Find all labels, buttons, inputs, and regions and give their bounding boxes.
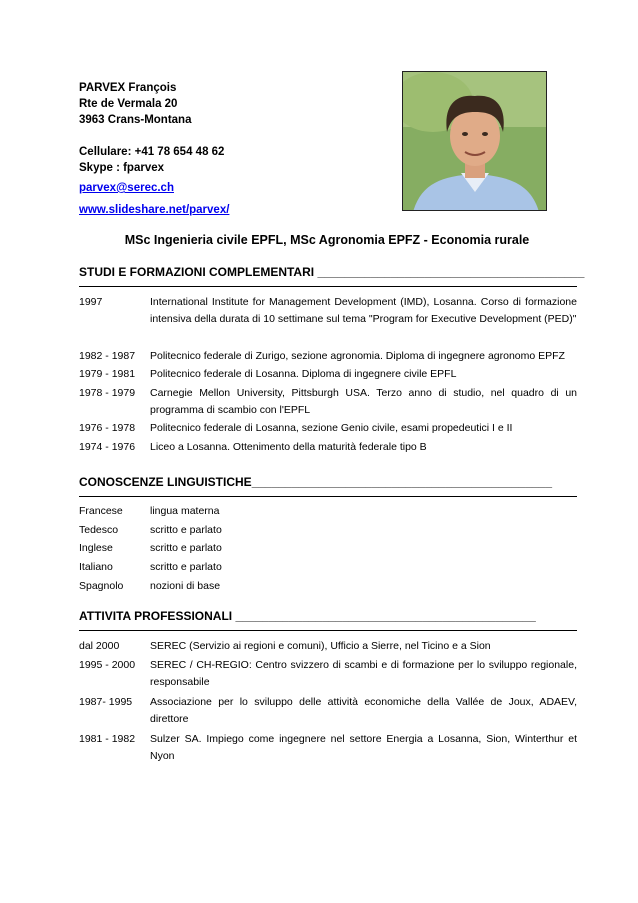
row-years: 1974 - 1976: [79, 441, 136, 453]
address-line-1: Rte de Vermala 20: [79, 98, 178, 110]
section-heading-studi-text: STUDI E FORMAZIONI COMPLEMENTARI: [79, 265, 318, 279]
row-years: dal 2000: [79, 640, 120, 652]
row-text: Politecnico federale di Losanna, sezione Genio civile, esami propedeutici I e II: [150, 422, 513, 434]
row-text: SEREC (Servizio ai regioni e comuni), Ufficio a Sierre, nel Ticino e a Sion: [150, 640, 491, 652]
website-link[interactable]: www.slideshare.net/parvex/: [79, 204, 230, 216]
phone: Cellulare: +41 78 654 48 62: [79, 146, 225, 158]
divider: [79, 286, 577, 287]
row-years: 1981 - 1982: [79, 733, 136, 745]
row-language: Spagnolo: [79, 580, 124, 592]
section-heading-attivita: ATTIVITA PROFESSIONALI _____________________________________________: [79, 609, 536, 623]
divider: [79, 496, 577, 497]
address-line-2: 3963 Crans-Montana: [79, 114, 192, 126]
row-years: 1982 - 1987: [79, 350, 136, 362]
section-heading-attivita-text: ATTIVITA PROFESSIONALI: [79, 609, 236, 623]
row-language: Italiano: [79, 561, 113, 573]
row-language: Inglese: [79, 542, 113, 554]
row-text: Sulzer SA. Impiego come ingegnere nel settore Energia a Losanna, Sion, Winterthur et Nyon: [150, 733, 577, 762]
row-language: Francese: [79, 505, 123, 517]
row-years: 1995 - 2000: [79, 659, 136, 671]
portrait-photo: [402, 71, 547, 211]
skype: Skype : fparvex: [79, 162, 165, 174]
row-text: Carnegie Mellon University, Pittsburgh USA. Terzo anno di studio, nel quadro di un programma di scambio con l'EPFL: [150, 387, 577, 416]
email-link[interactable]: parvex@serec.ch: [79, 182, 174, 194]
row-years: 1978 - 1979: [79, 387, 136, 399]
row-text: SEREC / CH-REGIO: Centro svizzero di scambi e di formazione per lo sviluppo regionale, responsabile: [150, 659, 577, 688]
row-text: Politecnico federale di Losanna. Diploma di ingegnere civile EPFL: [150, 368, 457, 380]
row-level: scritto e parlato: [150, 524, 222, 536]
row-years: 1997: [79, 296, 103, 308]
row-level: scritto e parlato: [150, 561, 222, 573]
row-language: Tedesco: [79, 524, 119, 536]
section-heading-lingue-text: CONOSCENZE LINGUISTICHE: [79, 475, 252, 489]
row-text: Liceo a Losanna. Ottenimento della maturità federale tipo B: [150, 441, 427, 453]
row-level: scritto e parlato: [150, 542, 222, 554]
row-level: lingua materna: [150, 505, 220, 517]
row-years: 1979 - 1981: [79, 368, 136, 380]
row-text: Politecnico federale di Zurigo, sezione agronomia. Diploma di ingegnere agronomo EPFZ: [150, 350, 565, 362]
section-heading-lingue: CONOSCENZE LINGUISTICHE_____________________________________________: [79, 475, 553, 489]
divider: [79, 630, 577, 631]
row-level: nozioni di base: [150, 580, 221, 592]
page-title: MSc Ingenieria civile EPFL, MSc Agronomia EPFZ - Economia rurale: [124, 233, 530, 247]
row-years: 1976 - 1978: [79, 422, 136, 434]
name: PARVEX François: [79, 82, 177, 94]
row-text: International Institute for Management Development (IMD), Losanna. Corso di formazione intensiva della durata di 10 settimane sul tema "Program for Executive Development (PED)": [150, 296, 577, 325]
row-text: Associazione per lo sviluppo delle attività economiche della Vallée de Joux, ADAEV, direttore: [150, 696, 577, 725]
section-heading-studi: STUDI E FORMAZIONI COMPLEMENTARI ________________________________________: [79, 265, 585, 279]
row-years: 1987- 1995: [79, 696, 133, 708]
